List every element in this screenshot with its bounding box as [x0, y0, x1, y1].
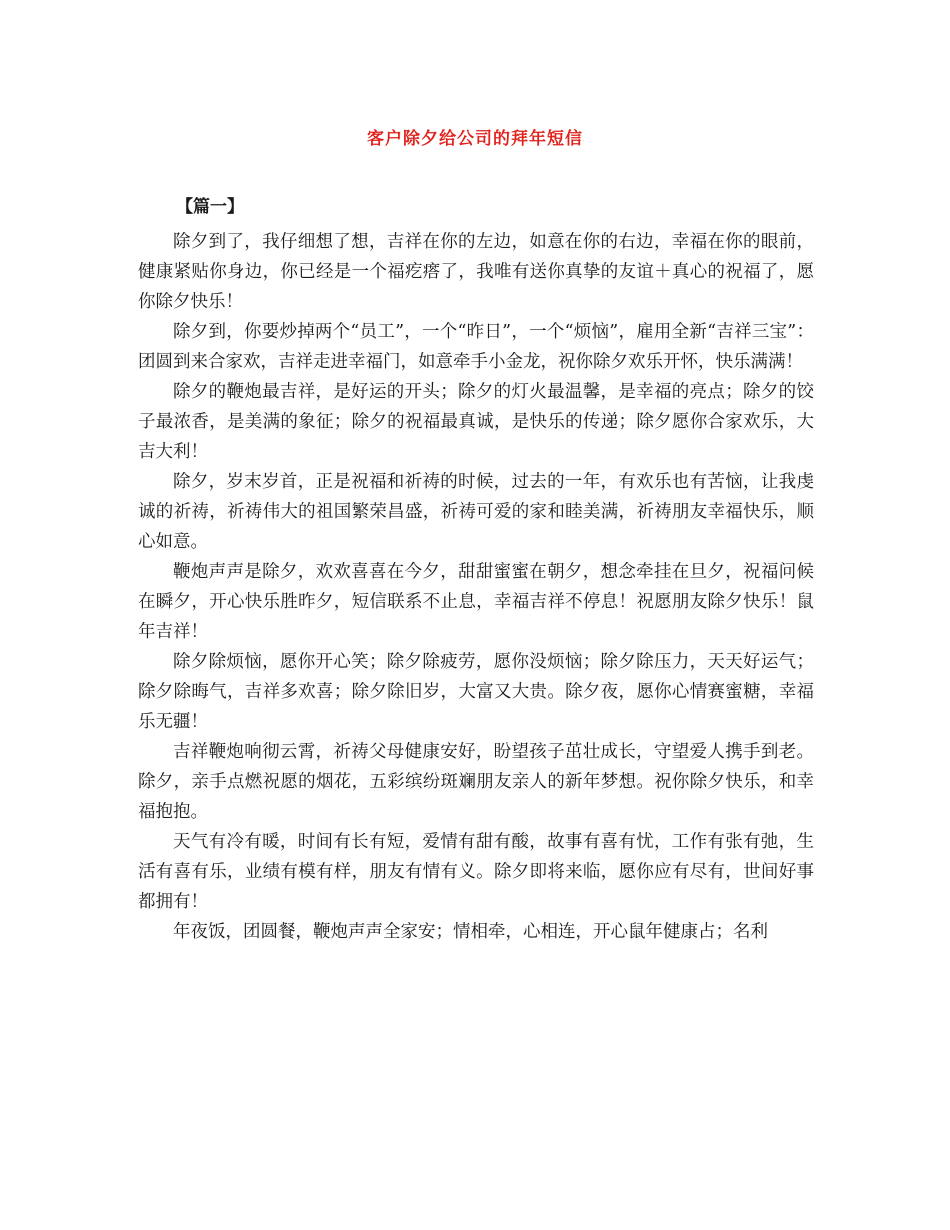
paragraph-7: 吉祥鞭炮响彻云霄，祈祷父母健康安好，盼望孩子茁壮成长，守望爱人携手到老。除夕，亲手点燃祝愿的烟花，五彩缤纷斑斓朋友亲人的新年梦想。祝你除夕快乐，和幸福抱抱。 [138, 742, 814, 822]
paragraph-2: 除夕到，你要炒掉两个“员工”，一个“昨日”，一个“烦恼”，雇用全新“吉祥三宝”：团圆到来合家欢，吉祥走进幸福门，如意牵手小金龙，祝你除夕欢乐开怀，快乐满满！ [138, 322, 814, 372]
document-title: 客户除夕给公司的拜年短信 [367, 129, 583, 149]
paragraph-8: 天气有冷有暖，时间有长有短，爱情有甜有酸，故事有喜有忧，工作有张有弛，生活有喜有乐，业绩有模有样，朋友有情有义。除夕即将来临，愿你应有尽有，世间好事都拥有！ [138, 832, 814, 912]
paragraph-1: 除夕到了，我仔细想了想，吉祥在你的左边，如意在你的右边，幸福在你的眼前，健康紧贴你身边，你已经是一个福疙瘩了，我唯有送你真挚的友谊＋真心的祝福了，愿你除夕快乐！ [138, 232, 814, 312]
paragraph-5: 鞭炮声声是除夕，欢欢喜喜在今夕，甜甜蜜蜜在朝夕，想念牵挂在旦夕，祝福问候在瞬夕，开心快乐胜昨夕，短信联系不止息，幸福吉祥不停息！祝愿朋友除夕快乐！鼠年吉祥！ [138, 562, 814, 642]
paragraph-3: 除夕的鞭炮最吉祥，是好运的开头；除夕的灯火最温馨，是幸福的亮点；除夕的饺子最浓香，是美满的象征；除夕的祝福最真诚，是快乐的传递；除夕愿你合家欢乐，大吉大利！ [138, 382, 814, 462]
paragraph-9: 年夜饭，团圆餐，鞭炮声声全家安；情相牵，心相连，开心鼠年健康占；名利 [173, 922, 768, 942]
document-body [138, 227, 814, 947]
paragraph-6: 除夕除烦恼，愿你开心笑；除夕除疲劳，愿你没烦恼；除夕除压力，天天好运气；除夕除晦气，吉祥多欢喜；除夕除旧岁，大富又大贵。除夕夜，愿你心情赛蜜糖，幸福乐无疆！ [138, 652, 814, 732]
paragraph-4: 除夕，岁末岁首，正是祝福和祈祷的时候，过去的一年，有欢乐也有苦恼，让我虔诚的祈祷，祈祷伟大的祖国繁荣昌盛，祈祷可爱的家和睦美满，祈祷朋友幸福快乐，顺心如意。 [138, 472, 814, 552]
section-heading: 【篇一】 [176, 197, 244, 217]
